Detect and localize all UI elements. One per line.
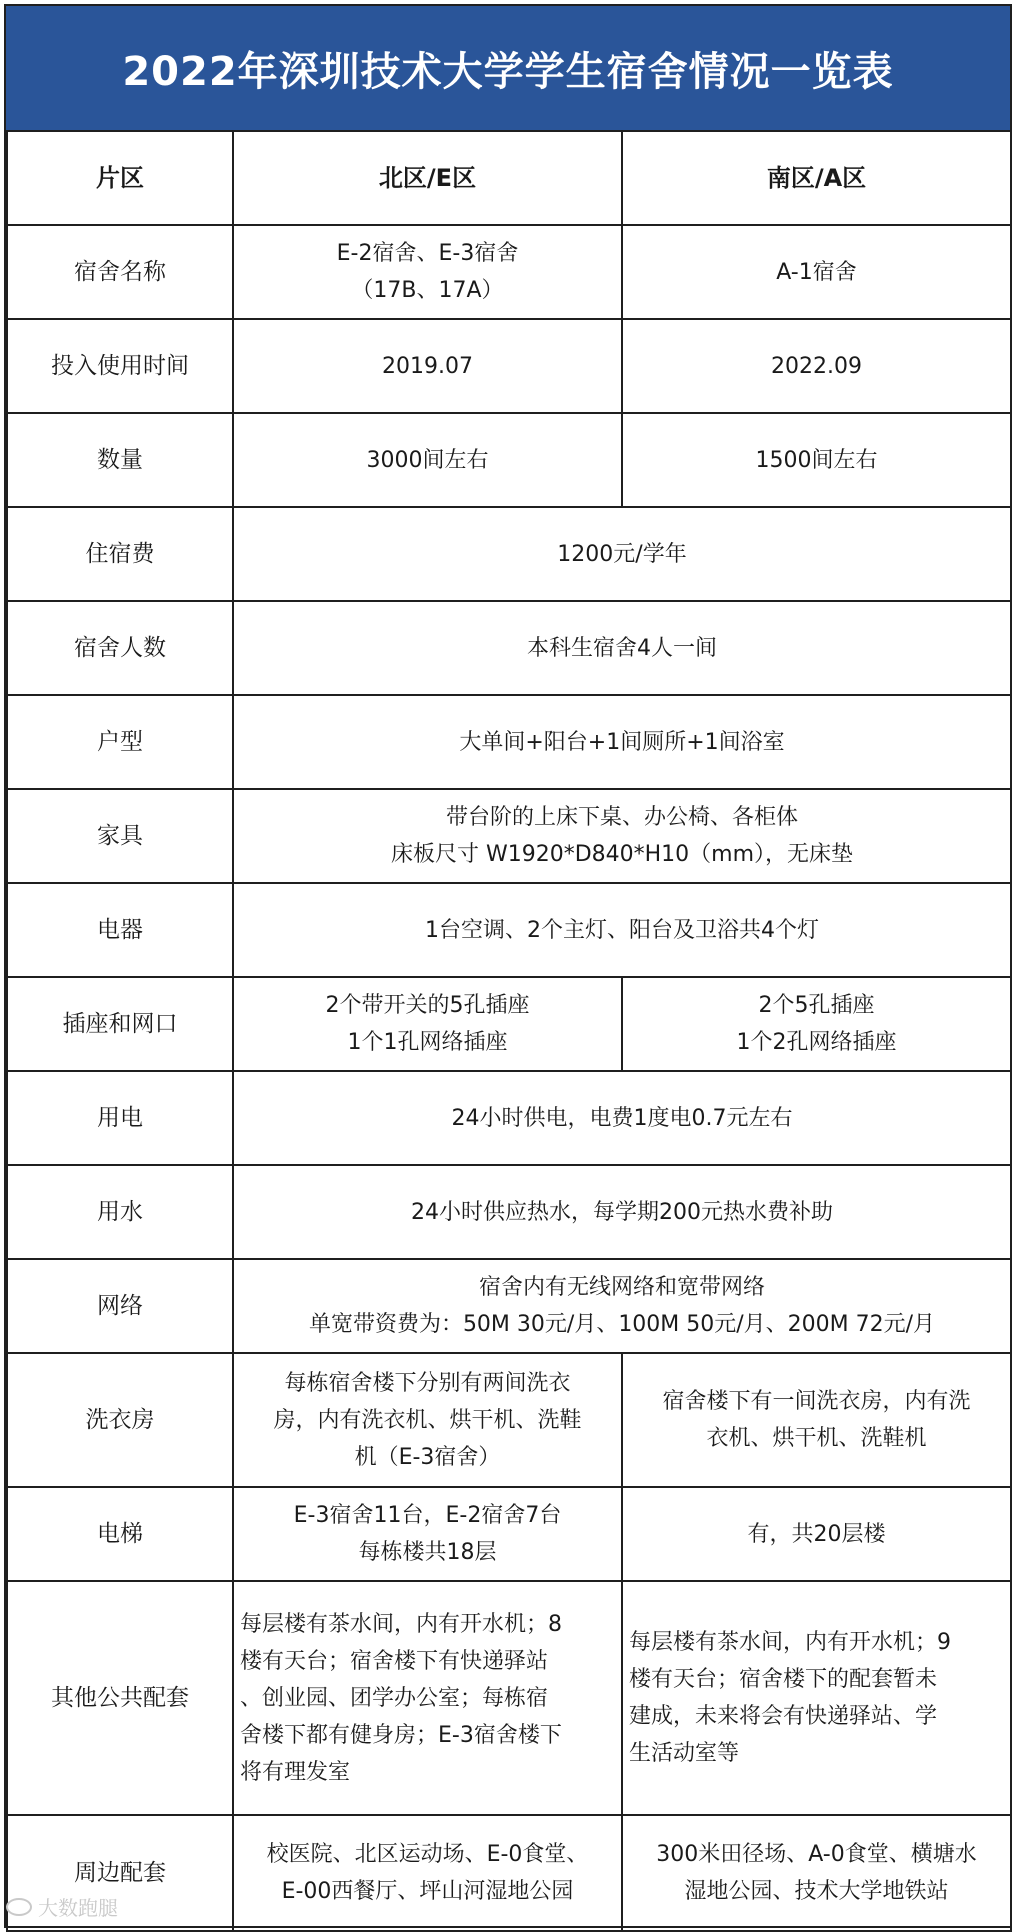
south-cell (622, 977, 1011, 1071)
row-label: 用水 (7, 1165, 233, 1259)
north-cell (233, 319, 622, 413)
cell-text-line: 2个带开关的5孔插座 (325, 993, 530, 1018)
cell-text-line: 1个1孔网络插座 (347, 1030, 508, 1055)
north-cell (233, 413, 622, 507)
south-cell (622, 319, 1011, 413)
row-label: 住宿费 (7, 507, 233, 601)
table-row (7, 1165, 1011, 1259)
row-label: 宿舍人数 (7, 601, 233, 695)
north-cell (233, 1487, 622, 1581)
table-row (7, 319, 1011, 413)
cell-text-line: 床板尺寸 W1920*D840*H10（mm），无床垫 (390, 842, 854, 867)
cell-text-line: 带台阶的上床下桌、办公椅、各柜体 (445, 805, 798, 830)
row-label: 周边配套 (7, 1815, 233, 1931)
row-label: 其他公共配套 (7, 1581, 233, 1815)
cell-text-line: 24小时供电，电费1度电0.7元左右 (451, 1105, 793, 1131)
north-cell (233, 977, 622, 1071)
cell-text-line: （17B、17A） (351, 278, 504, 303)
cell-text-line: 1500间左右 (755, 447, 878, 473)
merged-cell (233, 601, 1011, 695)
cell-text-line: 1台空调、2个主灯、阳台及卫浴共4个灯 (425, 917, 819, 943)
watermark-text: 大数跑腿 (38, 1896, 118, 1920)
row-label: 户型 (7, 695, 233, 789)
row-label: 用电 (7, 1071, 233, 1165)
north-cell (233, 225, 622, 319)
south-cell (622, 1581, 1011, 1815)
cell-text-line: 楼有天台；宿舍楼下有快递驿站 (240, 1648, 549, 1674)
table-row (7, 883, 1011, 977)
cell-text-line: 生活动室等 (629, 1741, 740, 1766)
cell-text-line: 将有理发室 (240, 1759, 351, 1785)
title-banner (6, 6, 1010, 130)
row-label: 投入使用时间 (7, 319, 233, 413)
cell-text-line: 300米田径场、A-0食堂、横塘水 (656, 1842, 977, 1867)
cell-text-line: 每栋楼共18层 (358, 1540, 497, 1565)
south-cell (622, 1487, 1011, 1581)
south-cell (622, 413, 1011, 507)
cell-text-line: 房，内有洗衣机、烘干机、洗鞋 (273, 1407, 582, 1433)
cell-text-line: 舍楼下都有健身房；E-3宿舍楼下 (240, 1722, 562, 1748)
table-row (7, 1815, 1011, 1931)
cell-text-line: 湿地公园、技术大学地铁站 (684, 1879, 949, 1904)
watermark-logo-icon (6, 1898, 32, 1916)
table-row (7, 507, 1011, 601)
row-label: 插座和网口 (7, 977, 233, 1071)
table-row (7, 695, 1011, 789)
dormitory-table (6, 130, 1012, 1932)
table-row (7, 1487, 1011, 1581)
cell-text-line: 1200元/学年 (557, 541, 687, 567)
table-row (7, 413, 1011, 507)
table-header-row (7, 131, 1011, 225)
table-row (7, 1259, 1011, 1353)
cell-text-line: 每栋宿舍楼下分别有两间洗衣 (284, 1370, 571, 1396)
cell-text-line: 24小时供应热水，每学期200元热水费补助 (411, 1199, 833, 1225)
merged-cell (233, 1165, 1011, 1259)
cell-text-line: 宿舍内有无线网络和宽带网络 (478, 1275, 765, 1300)
row-label: 电梯 (7, 1487, 233, 1581)
cell-text-line: 2019.07 (382, 353, 473, 379)
cell-text-line: 大单间+阳台+1间厕所+1间浴室 (459, 729, 785, 755)
header-north: 北区/E区 (233, 131, 622, 225)
cell-text-line: 单宽带资费为：50M 30元/月、100M 50元/月、200M 72元/月 (308, 1312, 936, 1337)
south-cell (622, 1353, 1011, 1487)
table-body (7, 131, 1011, 1931)
cell-text-line: 2022.09 (771, 353, 862, 379)
south-cell (622, 1815, 1011, 1931)
cell-text-line: 楼有天台；宿舍楼下的配套暂未 (629, 1667, 938, 1692)
merged-cell (233, 1071, 1011, 1165)
row-label: 家具 (7, 789, 233, 883)
cell-text-line: 每层楼有茶水间，内有开水机；9 (629, 1630, 951, 1655)
cell-text-line: 1个2孔网络插座 (736, 1030, 897, 1055)
cell-text-line: 机（E-3宿舍） (354, 1444, 501, 1470)
cell-text-line: 本科生宿舍4人一间 (527, 635, 717, 661)
row-label: 宿舍名称 (7, 225, 233, 319)
cell-text-line: 校医院、北区运动场、E-0食堂、 (266, 1842, 589, 1867)
table-row (7, 977, 1011, 1071)
cell-text-line: 衣机、烘干机、洗鞋机 (706, 1426, 927, 1451)
merged-cell (233, 883, 1011, 977)
cell-text-line: E-2宿舍、E-3宿舍 (336, 241, 519, 266)
merged-cell (233, 695, 1011, 789)
merged-cell (233, 1259, 1011, 1353)
table-row (7, 601, 1011, 695)
merged-cell (233, 789, 1011, 883)
header-area: 片区 (7, 131, 233, 225)
north-cell (233, 1815, 622, 1931)
south-cell (622, 225, 1011, 319)
merged-cell (233, 507, 1011, 601)
table-row (7, 1071, 1011, 1165)
table-row (7, 1353, 1011, 1487)
row-label: 网络 (7, 1259, 233, 1353)
north-cell (233, 1581, 622, 1815)
cell-text-line: 有，共20层楼 (747, 1521, 886, 1547)
page-title: 2022年深圳技术大学学生宿舍情况一览表 (122, 48, 894, 95)
header-south: 南区/A区 (622, 131, 1011, 225)
cell-text-line: 每层楼有茶水间，内有开水机；8 (240, 1611, 562, 1637)
cell-text-line: E-00西餐厅、坪山河湿地公园 (281, 1879, 574, 1904)
table-row (7, 1581, 1011, 1815)
row-label: 洗衣房 (7, 1353, 233, 1487)
cell-text-line: A-1宿舍 (776, 259, 857, 285)
cell-text-line: 建成，未来将会有快递驿站、学 (629, 1704, 938, 1729)
cell-text-line: E-3宿舍11台，E-2宿舍7台 (293, 1503, 562, 1528)
watermark (6, 1892, 118, 1921)
cell-text-line: 2个5孔插座 (758, 993, 875, 1018)
dormitory-info-sheet (4, 4, 1012, 1928)
cell-text-line: 、创业园、团学办公室；每栋宿 (240, 1685, 549, 1711)
table-row (7, 789, 1011, 883)
north-cell (233, 1353, 622, 1487)
table-row (7, 225, 1011, 319)
row-label: 电器 (7, 883, 233, 977)
row-label: 数量 (7, 413, 233, 507)
cell-text-line: 3000间左右 (366, 447, 489, 473)
cell-text-line: 宿舍楼下有一间洗衣房，内有洗 (662, 1389, 971, 1414)
